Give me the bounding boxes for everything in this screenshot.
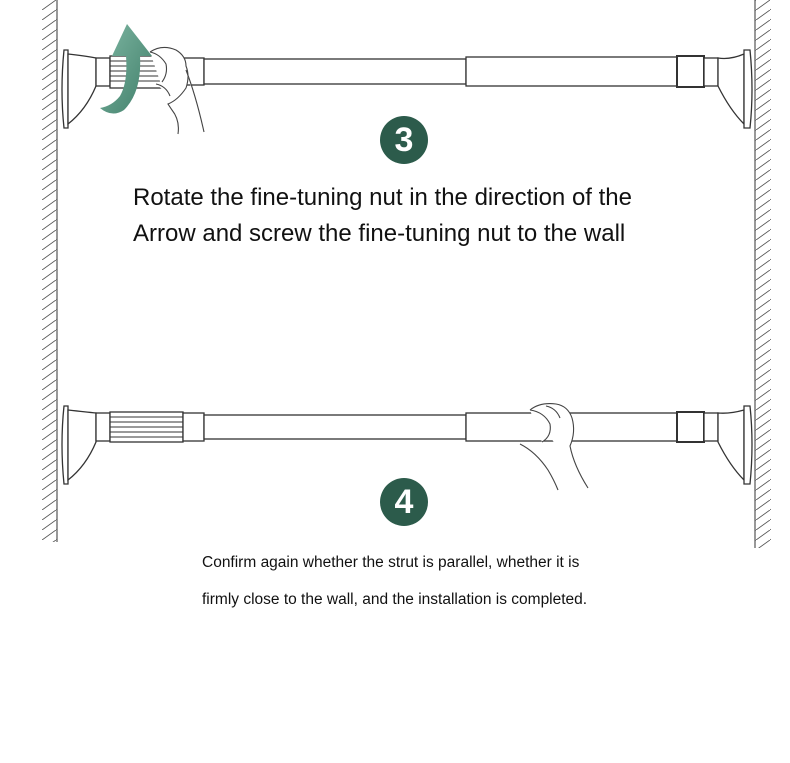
tension-rod-step4: [62, 406, 752, 484]
step-4-badge: 4: [380, 478, 428, 526]
step-4-caption-line-1: Confirm again whether the strut is parallel, whether it is: [202, 554, 580, 571]
inner-tube-step3: [204, 59, 466, 84]
step-3-caption: [133, 180, 733, 252]
outer-tube-step3: [466, 57, 677, 86]
step-4-caption: [202, 544, 762, 618]
step-3-caption-line-2: Arrow and screw the fine-tuning nut to the wall: [133, 220, 626, 247]
step-3-badge: 3: [380, 116, 428, 164]
right-wall: [755, 0, 771, 548]
left-wall: [42, 0, 57, 542]
step-4-caption-line-2: firmly close to the wall, and the installation is completed.: [202, 591, 588, 608]
inner-tube-step4: [204, 415, 466, 439]
step-3-caption-line-1: Rotate the fine-tuning nut in the direction of the: [133, 184, 632, 211]
